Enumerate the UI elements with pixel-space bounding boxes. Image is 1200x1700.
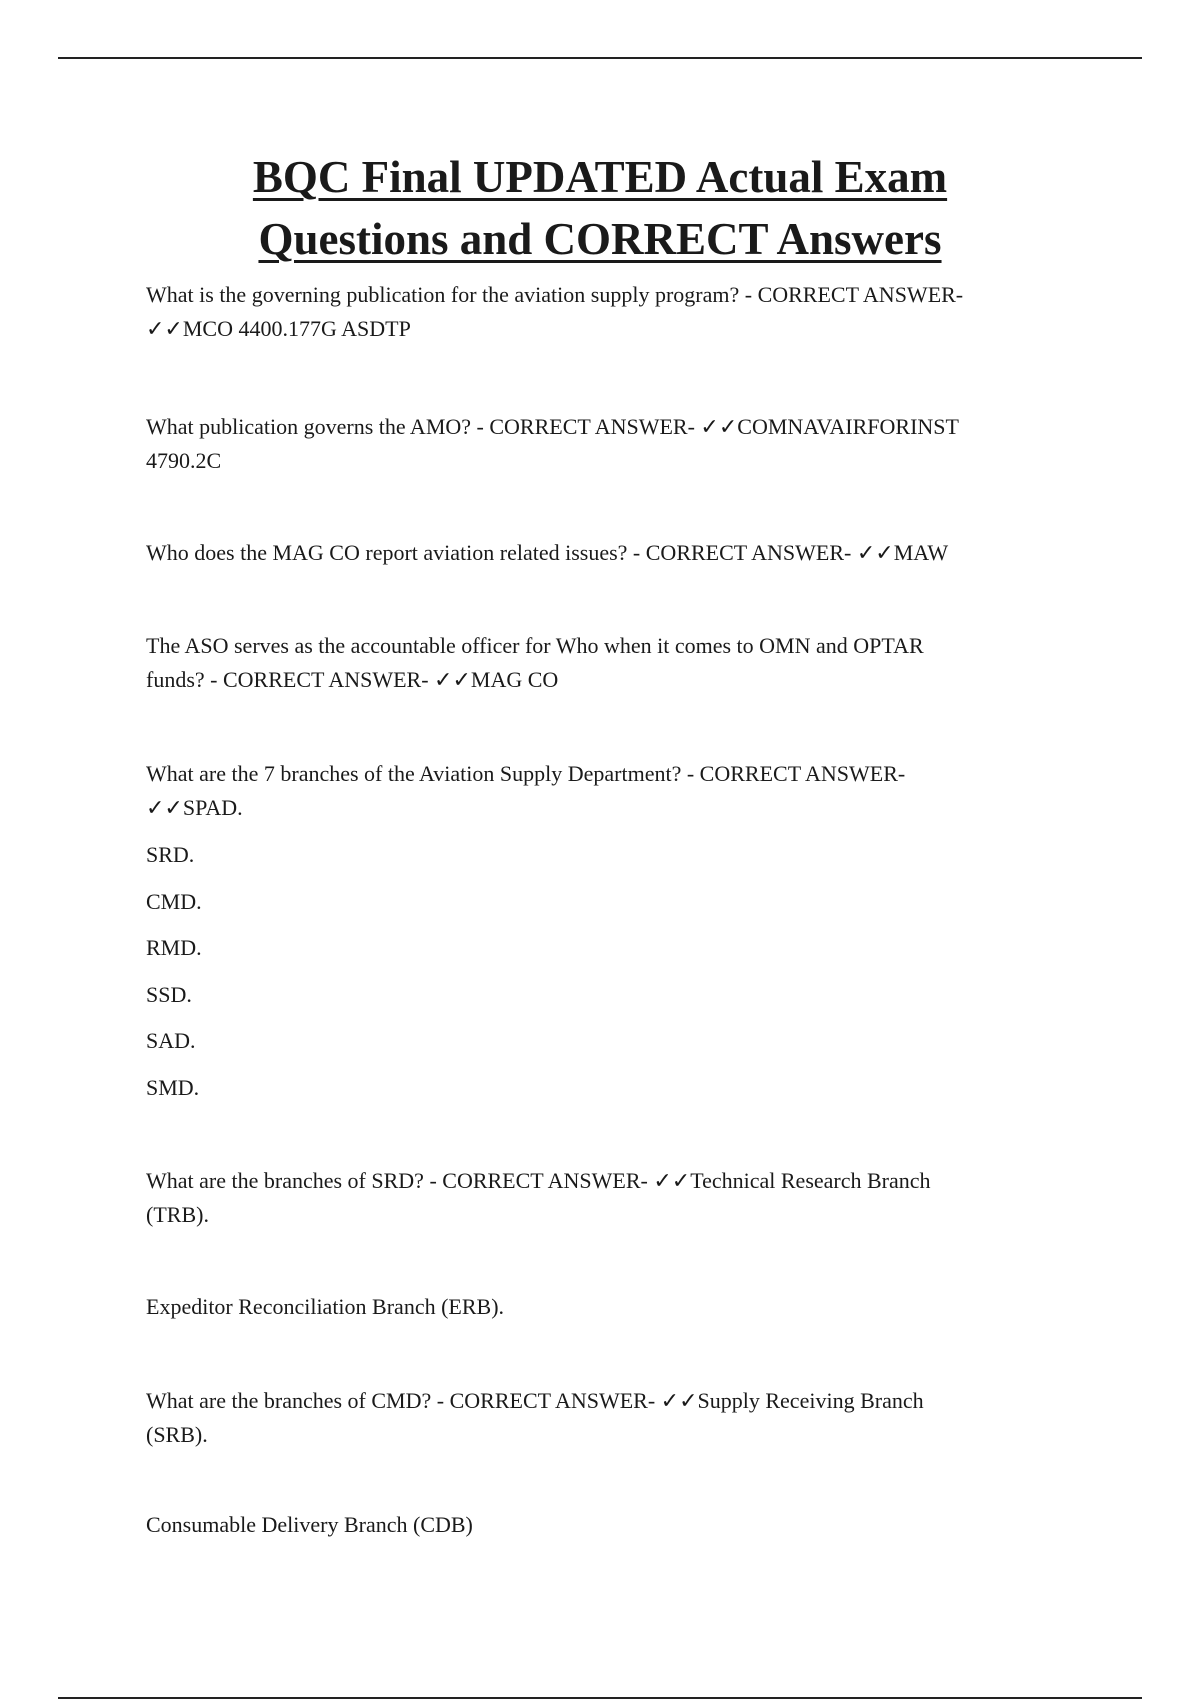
text-line: What is the governing publication for the aviation supply program? - CORRECT ANSWER- — [146, 282, 964, 307]
qa-paragraph — [146, 1508, 1066, 1542]
qa-paragraph — [146, 410, 1066, 478]
text-line: SRD. — [146, 842, 195, 867]
text-line: (TRB). — [146, 1202, 209, 1227]
text-line: The ASO serves as the accountable officer for Who when it comes to OMN and OPTAR — [146, 633, 924, 658]
text-line: What publication governs the AMO? - CORRECT ANSWER- ✓✓COMNAVAIRFORINST — [146, 414, 959, 439]
text-line: RMD. — [146, 935, 202, 960]
list-item — [146, 1071, 1066, 1105]
text-line: ✓✓MCO 4400.177G ASDTP — [146, 316, 411, 341]
footer-rule — [58, 1697, 1142, 1699]
text-line: SAD. — [146, 1028, 196, 1053]
text-line: Expeditor Reconciliation Branch (ERB). — [146, 1294, 505, 1319]
text-line: What are the branches of SRD? - CORRECT ANSWER- ✓✓Technical Research Branch — [146, 1168, 931, 1193]
qa-paragraph — [146, 536, 1066, 570]
text-line: (SRB). — [146, 1422, 208, 1447]
qa-paragraph — [146, 1164, 1066, 1232]
text-line: funds? - CORRECT ANSWER- ✓✓MAG CO — [146, 667, 559, 692]
qa-paragraph — [146, 278, 1066, 346]
list-item — [146, 978, 1066, 1012]
text-line: What are the 7 branches of the Aviation Supply Department? - CORRECT ANSWER- — [146, 761, 906, 786]
text-line: ✓✓SPAD. — [146, 795, 243, 820]
text-line: SSD. — [146, 982, 192, 1007]
text-line: SMD. — [146, 1075, 200, 1100]
text-line: CMD. — [146, 889, 202, 914]
text-line: Who does the MAG CO report aviation related issues? - CORRECT ANSWER- ✓✓MAW — [146, 540, 949, 565]
qa-paragraph — [146, 1384, 1066, 1452]
qa-paragraph — [146, 1290, 1066, 1324]
list-item — [146, 885, 1066, 919]
text-line: Consumable Delivery Branch (CDB) — [146, 1512, 473, 1537]
header-rule — [58, 57, 1142, 59]
list-item — [146, 1024, 1066, 1058]
qa-paragraph — [146, 629, 1066, 697]
text-line: What are the branches of CMD? - CORRECT ANSWER- ✓✓Supply Receiving Branch — [146, 1388, 924, 1413]
qa-paragraph — [146, 757, 1066, 825]
text-line: 4790.2C — [146, 448, 222, 473]
title-line-2: Questions and CORRECT Answers — [258, 214, 942, 264]
list-item — [146, 931, 1066, 965]
list-item — [146, 838, 1066, 872]
title-line-1: BQC Final UPDATED Actual Exam — [252, 152, 948, 202]
document-title — [0, 146, 1200, 270]
